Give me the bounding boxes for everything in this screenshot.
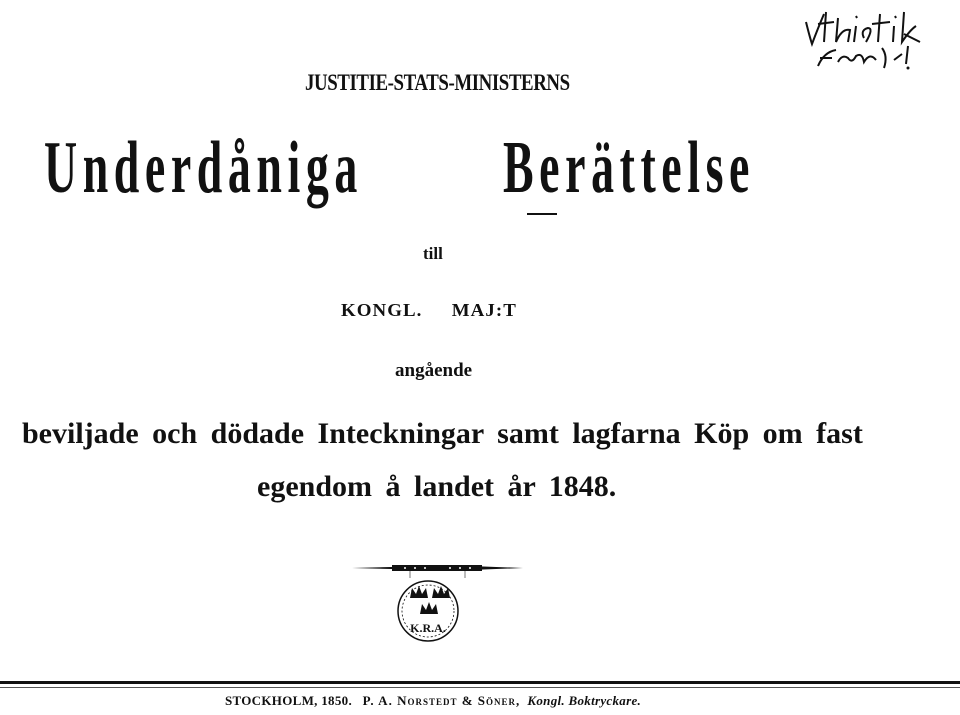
footer-rule-thin xyxy=(0,687,960,688)
subject-line-1: beviljade och dödade Inteckningar samt lagfarna Köp om fast xyxy=(22,417,863,450)
subject-line-2: egendom å landet år 1848. xyxy=(257,470,617,503)
imprint-footer xyxy=(225,693,641,709)
imprint-printer: P. A. Norstedt & Söner, xyxy=(362,693,521,708)
title-word-2: Berättelse xyxy=(503,127,755,209)
handwritten-annotation xyxy=(798,8,938,70)
footer-rule xyxy=(0,681,960,684)
title-underline xyxy=(527,213,557,215)
main-title xyxy=(30,128,930,208)
imprint-city-year: STOCKHOLM, 1850. xyxy=(225,693,352,708)
emblem-text: K.R.A. xyxy=(410,621,446,635)
crown-seal-emblem xyxy=(350,556,525,646)
angaende-text: angående xyxy=(395,360,473,381)
addressee xyxy=(341,300,546,321)
imprint-role: Kongl. Boktryckare. xyxy=(527,693,642,708)
ministry-heading: JUSTITIE-STATS-MINISTERNS xyxy=(305,70,570,95)
till-text: till xyxy=(423,244,443,263)
title-word-1: Underdåniga xyxy=(44,127,363,209)
addressee-word-1: KONGL. xyxy=(341,300,423,320)
addressee-word-2: MAJ:T xyxy=(451,300,517,320)
